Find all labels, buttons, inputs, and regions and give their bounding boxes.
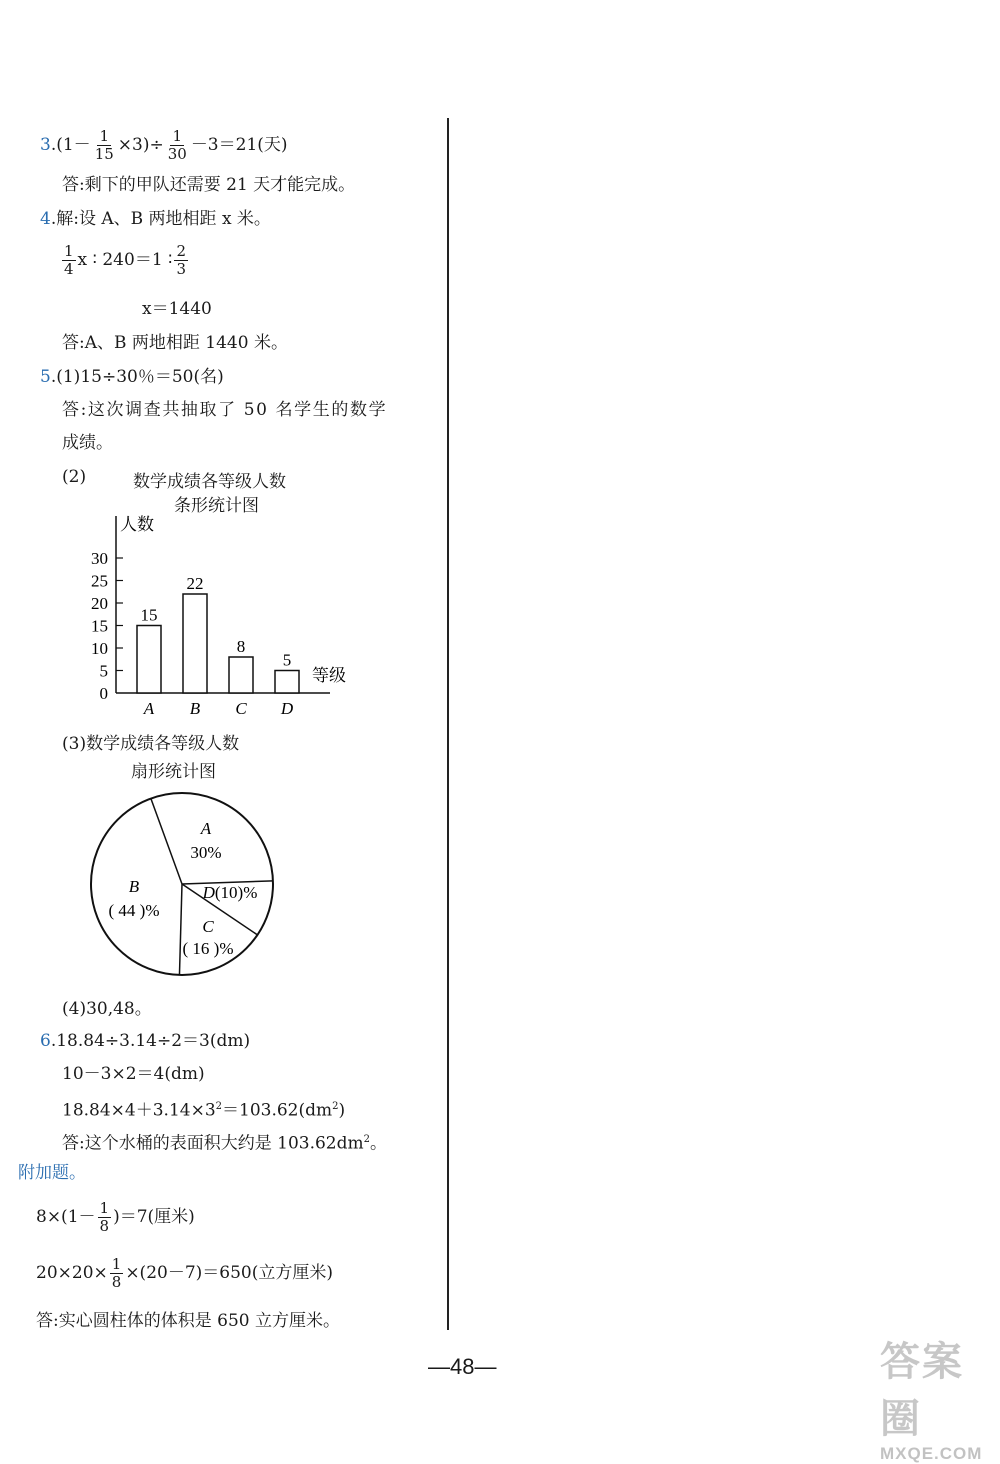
y-tick-label: 25 bbox=[91, 571, 108, 591]
bar-chart-title-line2: 条形统计图 bbox=[174, 496, 259, 516]
category-label: A bbox=[143, 699, 155, 718]
page-number: —48— bbox=[428, 1354, 497, 1379]
pie-chart-title-line2: 扇形统计图 bbox=[131, 762, 216, 782]
fraction: $\frac{1}{8}$ bbox=[99, 1199, 110, 1235]
q3-answer: 答:剩下的甲队还需要 21 天才能完成。 bbox=[62, 175, 356, 195]
category-label: B bbox=[189, 699, 201, 718]
bar-chart bbox=[80, 512, 380, 722]
bar-B bbox=[183, 594, 207, 693]
slice-label-A: A bbox=[200, 819, 212, 838]
extra-line2: 20×20× $\frac{1}{8}$ ×(20－7)＝650(立方厘米) bbox=[36, 1255, 333, 1291]
bar-value-label: 15 bbox=[140, 605, 158, 625]
q6-line1: 6.18.84÷3.14÷2＝3(dm) bbox=[40, 1031, 251, 1051]
q6-number: 6 bbox=[40, 1031, 51, 1051]
extra-line1: 8×(1－ $\frac{1}{8}$ )＝7(厘米) bbox=[36, 1199, 195, 1235]
y-axis-label: 人数 bbox=[120, 515, 154, 534]
q5-part2-label: (2) bbox=[62, 467, 87, 487]
q6-answer: 答:这个水桶的表面积大约是 $103.62dm^2$。 bbox=[62, 1133, 387, 1154]
q4-setup: 4.解:设 A、B 两地相距 x 米。 bbox=[40, 209, 271, 229]
column-divider bbox=[447, 118, 449, 1330]
fraction: $\frac{1}{4}$ bbox=[64, 242, 74, 278]
q5-part1: 5.(1)15÷30％＝50(名) bbox=[40, 367, 224, 387]
bar-A bbox=[137, 626, 161, 694]
bar-D bbox=[275, 671, 299, 694]
fraction: $\frac{1}{15}$ bbox=[94, 127, 114, 163]
y-tick-label: 10 bbox=[91, 639, 108, 658]
q5-answer1-cont: 成绩。 bbox=[62, 433, 113, 453]
q4-number: 4 bbox=[40, 209, 51, 229]
q3-equation: 3.(1－ $\frac{1}{15}$ ×3)÷ $\frac{1}{30}$ －3＝21(天) bbox=[40, 127, 288, 163]
pie-chart bbox=[80, 780, 290, 990]
slice-label-D: D(10)% bbox=[202, 883, 258, 902]
bar-value-label: 5 bbox=[282, 650, 292, 670]
fraction: $\frac{2}{3}$ bbox=[176, 242, 187, 278]
fraction: $\frac{1}{30}$ bbox=[167, 127, 187, 163]
q6-line3: $18.84\times 4+3.14\times 3^2=103.62(dm^2)$ bbox=[62, 1100, 346, 1121]
q3-number: 3 bbox=[40, 135, 51, 155]
q5-answer1: 答:这次调查共抽取了 50 名学生的数学 bbox=[62, 400, 388, 420]
watermark-logo bbox=[880, 1330, 998, 1463]
y-tick-label: 15 bbox=[91, 616, 108, 636]
bar-C bbox=[229, 657, 253, 693]
q4-answer: 答:A、B 两地相距 1440 米。 bbox=[62, 333, 288, 353]
slice-value-A: 30% bbox=[190, 843, 222, 862]
category-label: D bbox=[280, 699, 294, 718]
watermark-text: 答案圈 bbox=[880, 1340, 964, 1441]
extra-answer: 答:实心圆柱体的体积是 650 立方厘米。 bbox=[36, 1311, 340, 1331]
q6-line2: 10－3×2＝4(dm) bbox=[62, 1064, 205, 1084]
slice-value-B: ( 44 )% bbox=[108, 901, 160, 920]
q4-proportion: $\frac{1}{4}$ x ∶ 240＝1 ∶ $\frac{2}{3}$ bbox=[64, 242, 187, 278]
fraction: $\frac{1}{8}$ bbox=[111, 1255, 122, 1291]
y-tick-label: 30 bbox=[91, 549, 108, 568]
q5-part4: (4)30,48。 bbox=[62, 999, 152, 1019]
y-tick-label: 20 bbox=[91, 594, 108, 613]
q5-part3-label: (3)数学成绩各等级人数 bbox=[62, 734, 240, 754]
y-tick-label: 5 bbox=[99, 661, 108, 681]
bar-value-label: 8 bbox=[236, 637, 246, 656]
q4-solution: x＝1440 bbox=[142, 299, 212, 319]
slice-label-B: B bbox=[128, 877, 140, 896]
y-tick-label: 0 bbox=[99, 684, 108, 703]
extra-heading: 附加题。 bbox=[18, 1163, 86, 1183]
x-axis-label: 等级 bbox=[312, 666, 346, 685]
watermark-url: MXQE.COM bbox=[880, 1444, 983, 1463]
category-label: C bbox=[235, 699, 247, 718]
q5-number: 5 bbox=[40, 367, 51, 387]
bar-chart-title-line1: 数学成绩各等级人数 bbox=[133, 472, 286, 492]
slice-label-C: C bbox=[202, 917, 214, 936]
bar-value-label: 22 bbox=[186, 574, 204, 593]
slice-value-C: ( 16 )% bbox=[182, 939, 234, 958]
